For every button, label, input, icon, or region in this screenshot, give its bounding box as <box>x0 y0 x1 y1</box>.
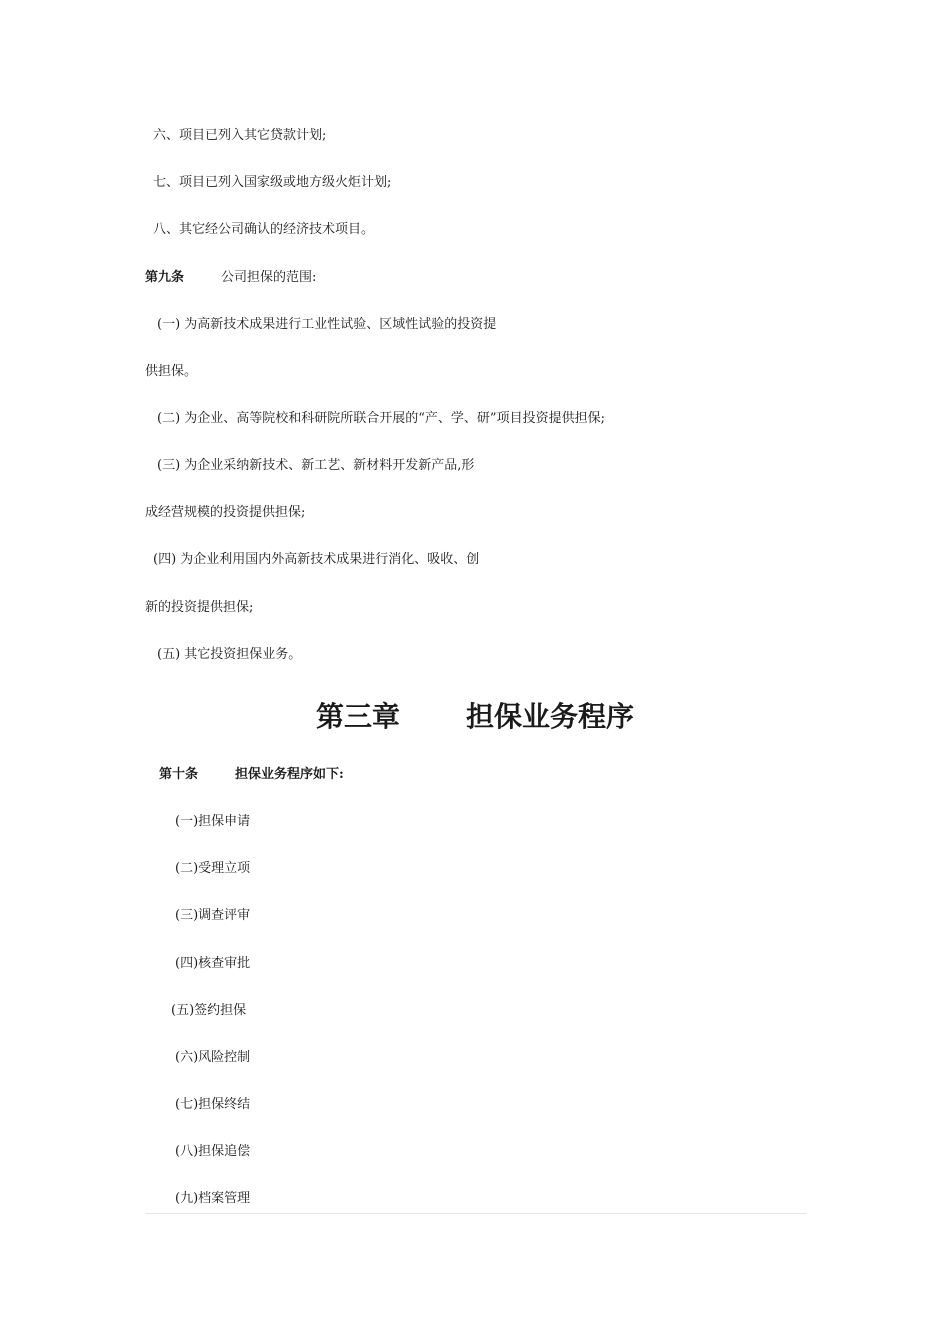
article-10-label: 第十条 <box>159 767 199 782</box>
procedure-item-4: (四)核查审批 <box>175 956 251 971</box>
scope-item-3a: (三) 为企业采纳新技术、新工艺、新材料开发新产品,形 <box>157 458 475 473</box>
article-9-heading <box>145 269 316 287</box>
list-item-seven: 七、项目已列入国家级或地方级火炬计划; <box>153 175 392 190</box>
procedure-item-8: (八)担保追偿 <box>175 1144 251 1159</box>
procedure-item-1: (一)担保申请 <box>175 814 251 829</box>
procedure-item-6: (六)风险控制 <box>175 1050 251 1065</box>
procedure-item-3: (三)调查评审 <box>175 908 251 923</box>
procedure-item-7: (七)担保终结 <box>175 1097 251 1112</box>
scope-item-2: (二) 为企业、高等院校和科研院所联合开展的“产、学、研”项目投资提供担保; <box>157 411 605 426</box>
list-item-eight: 八、其它经公司确认的经济技术项目。 <box>153 222 375 237</box>
scope-item-1b: 供担保。 <box>145 364 198 379</box>
scope-item-5: (五) 其它投资担保业务。 <box>157 647 302 662</box>
list-item-six: 六、项目已列入其它贷款计划; <box>153 128 327 143</box>
scope-item-3b: 成经营规模的投资提供担保; <box>145 505 306 520</box>
page-divider <box>145 1213 807 1214</box>
article-10-heading <box>159 766 344 784</box>
procedure-item-9: (九)档案管理 <box>175 1191 251 1206</box>
procedure-item-2: (二)受理立项 <box>175 861 251 876</box>
chapter-number: 第三章 <box>315 700 400 733</box>
chapter-title: 担保业务程序 <box>466 700 635 733</box>
article-9-label: 第九条 <box>145 270 185 285</box>
chapter-heading <box>0 697 950 737</box>
article-9-title: 公司担保的范围: <box>221 270 317 285</box>
article-10-title: 担保业务程序如下: <box>235 767 344 782</box>
scope-item-4a: (四) 为企业利用国内外高新技术成果进行消化、吸收、创 <box>153 552 480 567</box>
procedure-item-5: (五)签约担保 <box>171 1003 247 1018</box>
scope-item-1a: (一) 为高新技术成果进行工业性试验、区域性试验的投资提 <box>157 317 497 332</box>
scope-item-4b: 新的投资提供担保; <box>145 600 254 615</box>
